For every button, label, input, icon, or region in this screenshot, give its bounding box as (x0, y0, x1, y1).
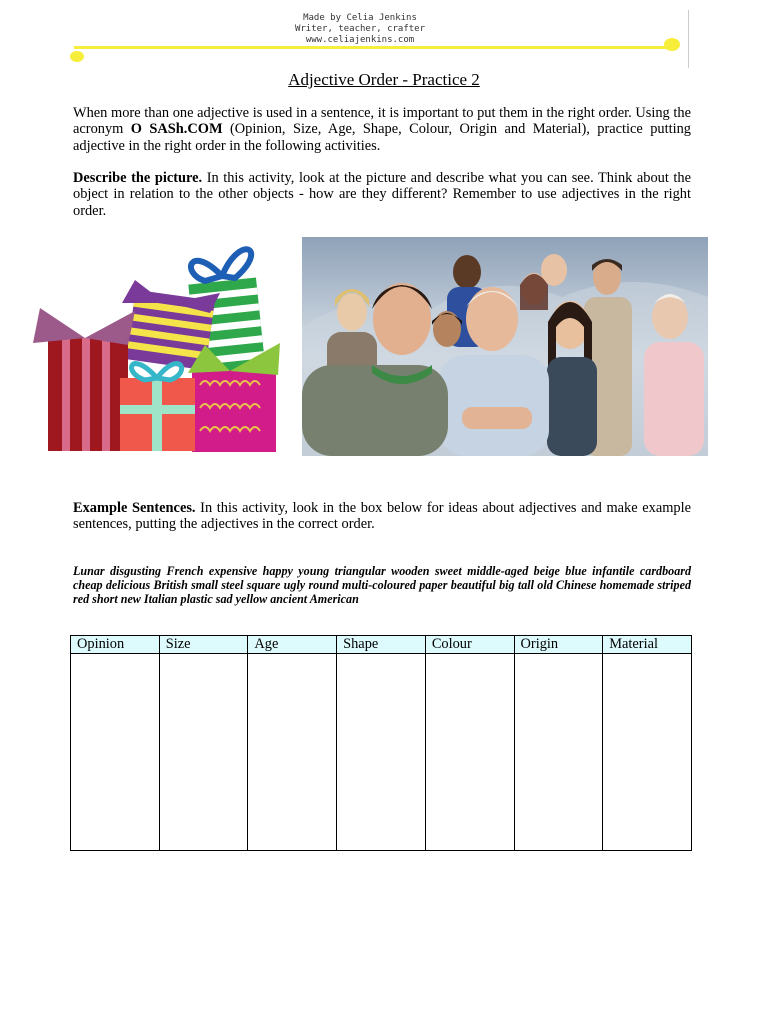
example-text: In this activity, look in the box below for ideas about adjectives and make example sentences, putting the adjectives in the correct order. (73, 500, 691, 533)
header-credit (0, 13, 720, 46)
table-cell-shape[interactable] (337, 654, 426, 851)
intro-text-1: When more than one adjective is used in a sentence, it is important to put them in the right order. Using the acronym (73, 105, 691, 138)
table-header-size: Size (159, 636, 248, 654)
table-header-origin: Origin (514, 636, 603, 654)
table-header-colour: Colour (425, 636, 514, 654)
adjective-order-table (70, 635, 692, 851)
example-paragraph (73, 500, 691, 533)
table-row (71, 654, 692, 851)
describe-text: In this activity, look at the picture and describe what you can see. Think about the object in relation to the other objects - how are they different? Remember to use adjectives in the right order. (73, 170, 692, 219)
table-header-opinion: Opinion (71, 636, 160, 654)
table-header-age: Age (248, 636, 337, 654)
table-cell-material[interactable] (603, 654, 692, 851)
adjective-word-bank: Lunar disgusting French expensive happy young triangular wooden sweet middle-aged beige blue infantile cardboard cheap delicious British small steel square ugly round multi-coloured paper beautiful big tall old Chinese homemade striped red short new Italian plastic sad yellow ancient American (73, 564, 691, 606)
table-cell-colour[interactable] (425, 654, 514, 851)
gift-boxes-illustration (30, 233, 292, 455)
table-header-material: Material (603, 636, 692, 654)
header-credit-website: www.celiajenkins.com (305, 35, 415, 45)
table-header-shape: Shape (337, 636, 426, 654)
header-credit-role: Writer, teacher, crafter (294, 24, 426, 34)
intro-paragraph (73, 105, 691, 154)
header-yellow-dot-right (664, 38, 680, 51)
table-cell-size[interactable] (159, 654, 248, 851)
header-yellow-line (74, 46, 674, 49)
table-header-row (71, 636, 692, 654)
header-vertical-rule (688, 10, 689, 68)
table-cell-opinion[interactable] (71, 654, 160, 851)
page-title: Adjective Order - Practice 2 (288, 70, 480, 89)
table-cell-origin[interactable] (514, 654, 603, 851)
intro-text-2: (Opinion, Size, Age, Shape, Colour, Origin and Material), practice putting adjective in the right order in the following activities. (73, 121, 691, 154)
describe-paragraph (73, 170, 691, 219)
header-credit-name: Made by Celia Jenkins (303, 13, 417, 23)
header-yellow-dot-left (70, 51, 84, 62)
table-cell-age[interactable] (248, 654, 337, 851)
describe-heading: Describe the picture. (73, 170, 203, 186)
example-heading: Example Sentences. (73, 500, 196, 516)
group-photo (302, 237, 708, 456)
intro-acronym: O SASh.COM (130, 121, 223, 138)
